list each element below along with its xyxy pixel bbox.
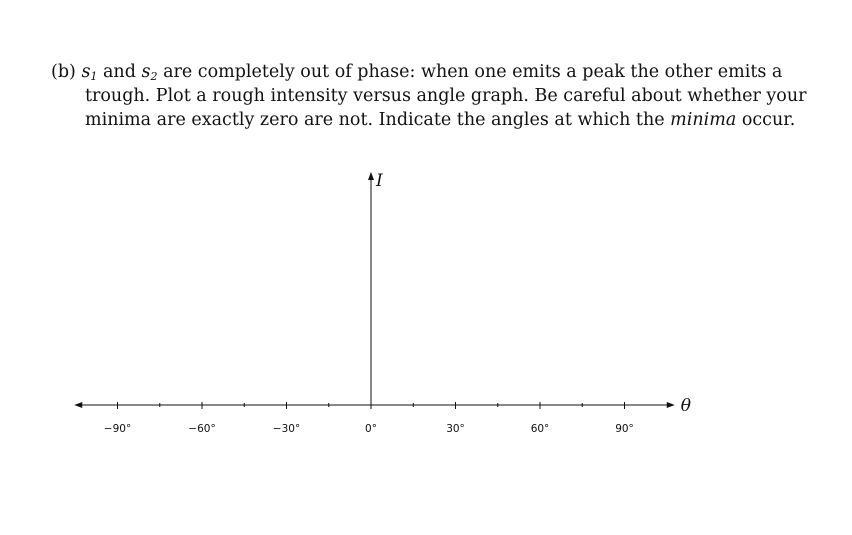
x-tick-label: 90°: [615, 423, 634, 435]
variable-s1: $s_1$: [81, 62, 98, 83]
y-axis-arrow: [368, 172, 374, 180]
x-tick-label: 30°: [446, 423, 465, 435]
x-tick-label: −60°: [188, 423, 216, 435]
emphasis-minima: minima: [670, 110, 737, 130]
x-axis-tick-labels: [104, 423, 634, 435]
y-axis-label: I: [376, 171, 383, 191]
variable-s2: $s_2$: [141, 62, 158, 83]
x-axis-label: θ: [680, 396, 691, 416]
part-label: (b): [51, 62, 76, 82]
x-axis-right-arrow: [667, 402, 675, 408]
plot-axes: [74, 171, 691, 416]
x-axis-left-arrow: [74, 402, 82, 408]
conjunction: and: [103, 62, 136, 82]
x-tick-label: −90°: [103, 423, 132, 435]
line-1-text: are completely out of phase: when one emits a peak the other emits a: [163, 62, 783, 82]
problem-line-3: minima are exactly zero are not. Indicate the angles at which the minima occur.: [85, 110, 796, 130]
x-tick-label: −30°: [272, 423, 301, 435]
problem-line-2: trough. Plot a rough intensity versus angle graph. Be careful about whether your: [85, 86, 807, 106]
x-tick-label: 60°: [530, 423, 550, 435]
x-tick-label: 0°: [365, 423, 377, 435]
